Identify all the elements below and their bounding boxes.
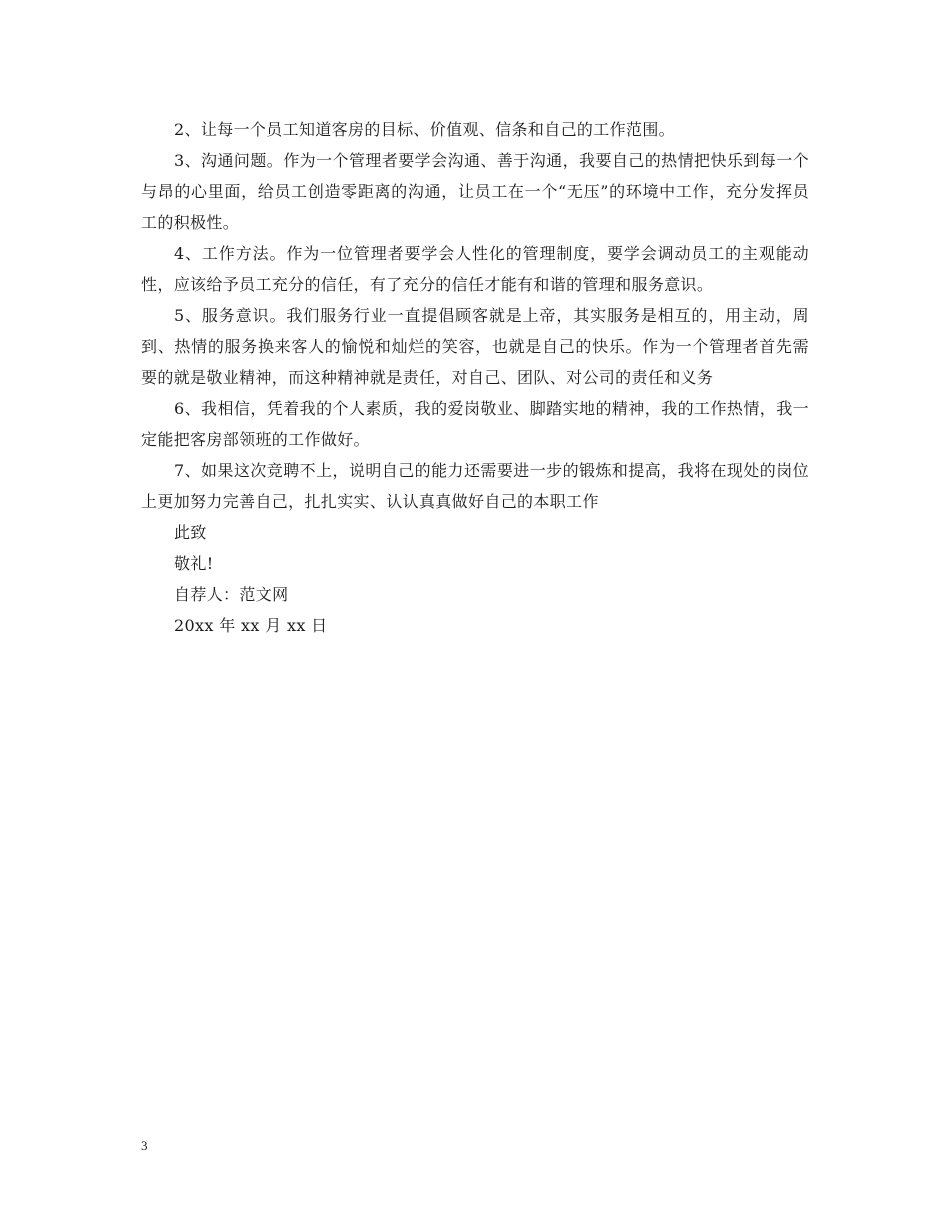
date-line: 20xx 年 xx 月 xx 日 xyxy=(174,616,328,635)
paragraph-fallback-plan: 7、如果这次竞聘不上，说明自己的能力还需要进一步的锻炼和提高，我将在现处的岗位上更加努力完善自己，扎扎实实、认认真真做好自己的本职工作 xyxy=(141,461,809,511)
document-body xyxy=(141,114,809,641)
page-number: 3 xyxy=(141,1138,148,1153)
paragraph-item-2: 2、让每一个员工知道客房的目标、价值观、信条和自己的工作范围。 xyxy=(174,120,676,139)
closing-salutation: 此致 xyxy=(174,523,207,542)
paragraph-communication: 3、沟通问题。作为一个管理者要学会沟通、善于沟通，我要自己的热情把快乐到每一个与昂的心里面，给员工创造零距离的沟通，让员工在一个“无压”的环境中工作，充分发挥员工的积极性。 xyxy=(141,151,809,232)
paragraph-service-awareness: 5、服务意识。我们服务行业一直提倡顾客就是上帝，其实服务是相互的，用主动，周到、热情的服务换来客人的愉悦和灿烂的笑容，也就是自己的快乐。作为一个管理者首先需要的就是敬业精神，而这种精神就是责任，对自己、团队、对公司的责任和义务 xyxy=(141,306,809,387)
closing-regards: 敬礼! xyxy=(174,554,214,573)
signature-line: 自荐人：范文网 xyxy=(174,585,289,604)
paragraph-work-method: 4、工作方法。作为一位管理者要学会人性化的管理制度，要学会调动员工的主观能动性，应该给予员工充分的信任，有了充分的信任才能有和谐的管理和服务意识。 xyxy=(141,244,809,294)
paragraph-confidence: 6、我相信，凭着我的个人素质，我的爱岗敬业、脚踏实地的精神，我的工作热情，我一定能把客房部领班的工作做好。 xyxy=(141,399,809,449)
